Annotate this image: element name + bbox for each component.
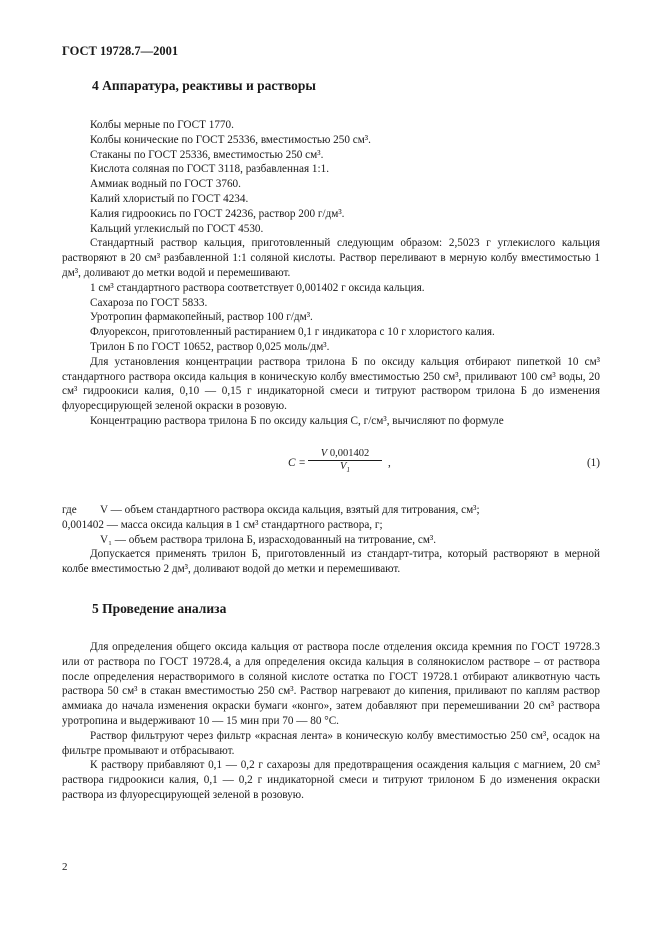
- analysis-paragraph-2: Раствор фильтруют через фильтр «красная лента» в коническую колбу вместимостью 250 см³, осадок на фильтре промывают и отбрасывают.: [62, 729, 600, 757]
- formula-comma: ,: [388, 457, 391, 469]
- list-item: Стаканы по ГОСТ 25336, вместимостью 250 см³.: [90, 148, 324, 161]
- legend-v-definition: V — объем стандартного раствора оксида кальция, взятый для титрования, см³;: [100, 504, 480, 516]
- concentration-formula: [62, 448, 600, 488]
- formula-number: (1): [586, 457, 600, 469]
- section-5-body: [62, 640, 600, 803]
- formula-legend: [62, 503, 600, 577]
- page-number: 2: [62, 861, 68, 873]
- formula-intro: Концентрацию раствора трилона Б по оксиду кальция C, г/см³, вычисляют по формуле: [90, 414, 504, 427]
- analysis-paragraph-1: Для определения общего оксида кальция от раствора после отделения оксида кремния по ГОСТ 19728.3 или от раствора по ГОСТ 19728.4, а для определения оксида кальция в солянокислом растворе – от раствора после определения нерастворимого в соляной кислоте остатка по ГОСТ 19728.1 отбирают аликвотную часть раствора 50 см³ в стакан вместимостью 250 см³. Раствор нагревают до кипения, приливают по каплям раствор аммиака до начала изменения окраски бумаги «конго», затем добавляют при перемешивании 20 см³ раствора уротропина и выдерживают 10 — 15 мин при 70 — 80 °С.: [62, 641, 600, 727]
- formula-numerator: V 0,001402: [320, 448, 370, 459]
- list-item: Кальций углекислый по ГОСТ 4530.: [90, 222, 264, 235]
- legend-row-v: [62, 503, 600, 518]
- trilon-line: Трилон Б по ГОСТ 10652, раствор 0,025 моль/дм³.: [90, 340, 330, 353]
- formula-lhs: C =: [288, 457, 306, 469]
- standard-solution-paragraph: Стандартный раствор кальция, приготовленный следующим образом: 2,5023 г углекислого кальция растворяют в 20 см³ разбавленной 1:1 соляной кислоты. Раствор переливают в мерную колбу вместимостью 1 дм³, доливают до метки водой и перемешивают.: [62, 237, 600, 279]
- analysis-paragraph-3: К раствору прибавляют 0,1 — 0,2 г сахарозы для предотвращения осаждения кальция с магнием, 20 см³ раствора гидроокиси калия, 0,1 — 0,2 г индикаторной смеси и титруют трилоном Б до изменения окраски раствора из флуоресцирующей зеленой в розовую.: [62, 759, 600, 801]
- urotropin-line: Уротропин фармакопейный, раствор 100 г/дм³.: [90, 311, 313, 324]
- formula-fraction: [304, 448, 386, 475]
- document-header: ГОСТ 19728.7—2001: [62, 44, 179, 58]
- list-item: Калий хлористый по ГОСТ 4234.: [90, 192, 249, 205]
- section-4-title: 4 Аппаратура, реактивы и растворы: [92, 78, 316, 93]
- section-4-body: [62, 118, 600, 429]
- concentration-setup-paragraph: Для установления концентрации раствора трилона Б по оксиду кальция отбирают пипеткой 10 см³ стандартного раствора оксида кальция в коническую колбу вместимостью 250 см³, приливают 100 см³ воды, 20 см³ гидроокиси калия, 0,10 — 0,15 г индикаторной смеси и титруют раствором трилона Б до изменения флуоресцирующей зеленой окраски в розовую.: [62, 355, 600, 413]
- list-item: Колбы конические по ГОСТ 25336, вместимостью 250 см³.: [90, 133, 371, 146]
- fluorexon-line: Флуорексон, приготовленный растиранием 0,1 г индикатора с 10 г хлористого калия.: [90, 326, 495, 339]
- list-item: Кислота соляная по ГОСТ 3118, разбавленная 1:1.: [90, 163, 329, 176]
- legend-where-label: где: [62, 504, 77, 516]
- list-item: Аммиак водный по ГОСТ 3760.: [90, 178, 241, 191]
- list-item: Калия гидроокись по ГОСТ 24236, раствор 200 г/дм³.: [90, 207, 345, 220]
- list-item: Колбы мерные по ГОСТ 1770.: [90, 119, 234, 131]
- legend-v1-definition: V₁ — объем раствора трилона Б, израсходованный на титрование, см³.: [100, 533, 437, 546]
- allowed-paragraph: Допускается применять трилон Б, приготовленный из стандарт-титра, который растворяют в мерной колбе вместимостью 2 дм³, доливают водой до метки и перемешивают.: [62, 548, 600, 576]
- formula-denominator: $V_1$: [340, 461, 350, 475]
- legend-mass-definition: 0,001402 — масса оксида кальция в 1 см³ стандартного раствора, г;: [62, 518, 383, 531]
- section-5-title: 5 Проведение анализа: [92, 601, 227, 616]
- sucrose-line: Сахароза по ГОСТ 5833.: [90, 296, 208, 309]
- equivalence-paragraph: 1 см³ стандартного раствора соответствует 0,001402 г оксида кальция.: [90, 281, 425, 294]
